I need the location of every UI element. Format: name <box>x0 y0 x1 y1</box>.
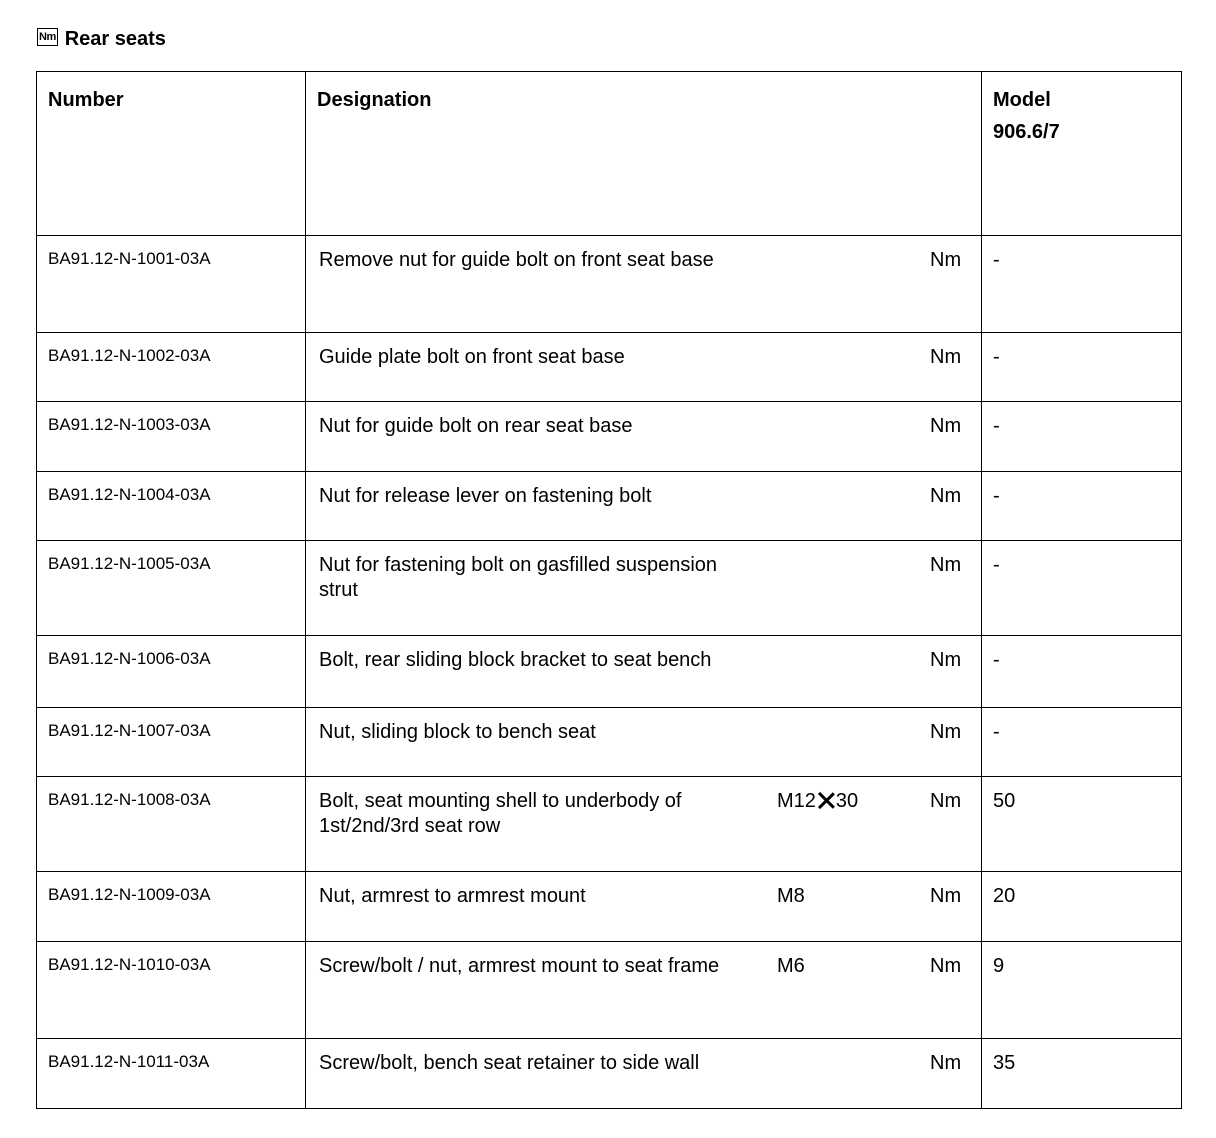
section-title: Rear seats <box>64 27 166 50</box>
designation-text: Bolt, rear sliding block bracket to seat bench <box>319 649 712 671</box>
header-model-label: Model <box>993 89 1051 111</box>
torque-unit: Nm <box>930 346 962 368</box>
torque-unit: Nm <box>930 554 962 576</box>
table-row <box>37 872 1182 942</box>
cell-number: BA91.12-N-1011-03A <box>37 1039 306 1109</box>
thread-length: 30 <box>835 790 859 812</box>
cell-number: BA91.12-N-1002-03A <box>37 333 306 402</box>
cell-torque-value: - <box>982 472 1182 541</box>
header-number <box>37 72 306 236</box>
cell-torque-value: - <box>982 708 1182 777</box>
cell-number: BA91.12-N-1005-03A <box>37 541 306 636</box>
cell-number: BA91.12-N-1004-03A <box>37 472 306 541</box>
cell-designation <box>306 708 982 777</box>
cell-designation <box>306 333 982 402</box>
designation-text: Nut, armrest to armrest mount <box>319 885 586 907</box>
cell-designation <box>306 636 982 708</box>
cell-torque-value: 35 <box>982 1039 1182 1109</box>
cell-torque-value: - <box>982 636 1182 708</box>
cell-torque-value: 9 <box>982 942 1182 1039</box>
cell-torque-value: - <box>982 333 1182 402</box>
thread-diameter: M6 <box>777 955 805 977</box>
torque-unit: Nm <box>930 790 962 812</box>
thread-size <box>777 789 858 814</box>
table-row <box>37 708 1182 777</box>
table-header-row <box>37 72 1182 236</box>
table-row <box>37 636 1182 708</box>
table-row <box>37 333 1182 402</box>
cell-designation <box>306 541 982 636</box>
torque-unit: Nm <box>930 485 962 507</box>
thread-diameter: M12 <box>777 790 816 812</box>
table-row <box>37 777 1182 872</box>
cell-designation <box>306 872 982 942</box>
header-designation <box>306 72 982 236</box>
cell-number: BA91.12-N-1003-03A <box>37 402 306 472</box>
torque-spec-table <box>36 71 1182 1109</box>
cell-torque-value: 20 <box>982 872 1182 942</box>
cell-number: BA91.12-N-1009-03A <box>37 872 306 942</box>
section-heading <box>37 24 166 54</box>
thread-size <box>777 884 805 909</box>
cell-torque-value: - <box>982 236 1182 333</box>
designation-text: Screw/bolt, bench seat retainer to side wall <box>319 1052 700 1074</box>
designation-text: Screw/bolt / nut, armrest mount to seat frame <box>319 955 720 977</box>
cell-number: BA91.12-N-1007-03A <box>37 708 306 777</box>
torque-unit: Nm <box>930 249 962 271</box>
table-row <box>37 541 1182 636</box>
cell-number: BA91.12-N-1010-03A <box>37 942 306 1039</box>
torque-unit: Nm <box>930 649 962 671</box>
torque-unit: Nm <box>930 955 962 977</box>
cell-designation <box>306 236 982 333</box>
designation-text: Nut for release lever on fastening bolt <box>319 485 652 507</box>
designation-text: Nut, sliding block to bench seat <box>319 721 596 743</box>
cell-designation <box>306 472 982 541</box>
torque-nm-icon: Nm <box>37 28 58 46</box>
header-model <box>982 72 1182 236</box>
cell-designation <box>306 402 982 472</box>
table-row <box>37 1039 1182 1109</box>
cell-number: BA91.12-N-1001-03A <box>37 236 306 333</box>
designation-text: Guide plate bolt on front seat base <box>319 346 625 368</box>
table-row <box>37 236 1182 333</box>
torque-unit: Nm <box>930 1052 962 1074</box>
thread-diameter: M8 <box>777 885 805 907</box>
designation-text: Bolt, seat mounting shell to underbody of 1st/2nd/3rd seat row <box>319 790 682 837</box>
header-designation-label: Designation <box>317 89 432 111</box>
torque-unit: Nm <box>930 885 962 907</box>
header-number-label: Number <box>48 89 124 111</box>
designation-text: Nut for fastening bolt on gasfilled suspension strut <box>319 554 718 601</box>
designation-text: Nut for guide bolt on rear seat base <box>319 415 633 437</box>
cell-number: BA91.12-N-1006-03A <box>37 636 306 708</box>
cell-designation <box>306 777 982 872</box>
designation-text: Remove nut for guide bolt on front seat base <box>319 249 714 271</box>
cell-number: BA91.12-N-1008-03A <box>37 777 306 872</box>
cell-torque-value: 50 <box>982 777 1182 872</box>
multiply-icon <box>817 792 835 808</box>
torque-unit: Nm <box>930 415 962 437</box>
header-model-code: 906.6/7 <box>993 121 1060 143</box>
cell-designation <box>306 1039 982 1109</box>
torque-unit: Nm <box>930 721 962 743</box>
thread-size <box>777 954 805 979</box>
cell-torque-value: - <box>982 402 1182 472</box>
table-row <box>37 472 1182 541</box>
cell-torque-value: - <box>982 541 1182 636</box>
cell-designation <box>306 942 982 1039</box>
table-row <box>37 402 1182 472</box>
table-row <box>37 942 1182 1039</box>
